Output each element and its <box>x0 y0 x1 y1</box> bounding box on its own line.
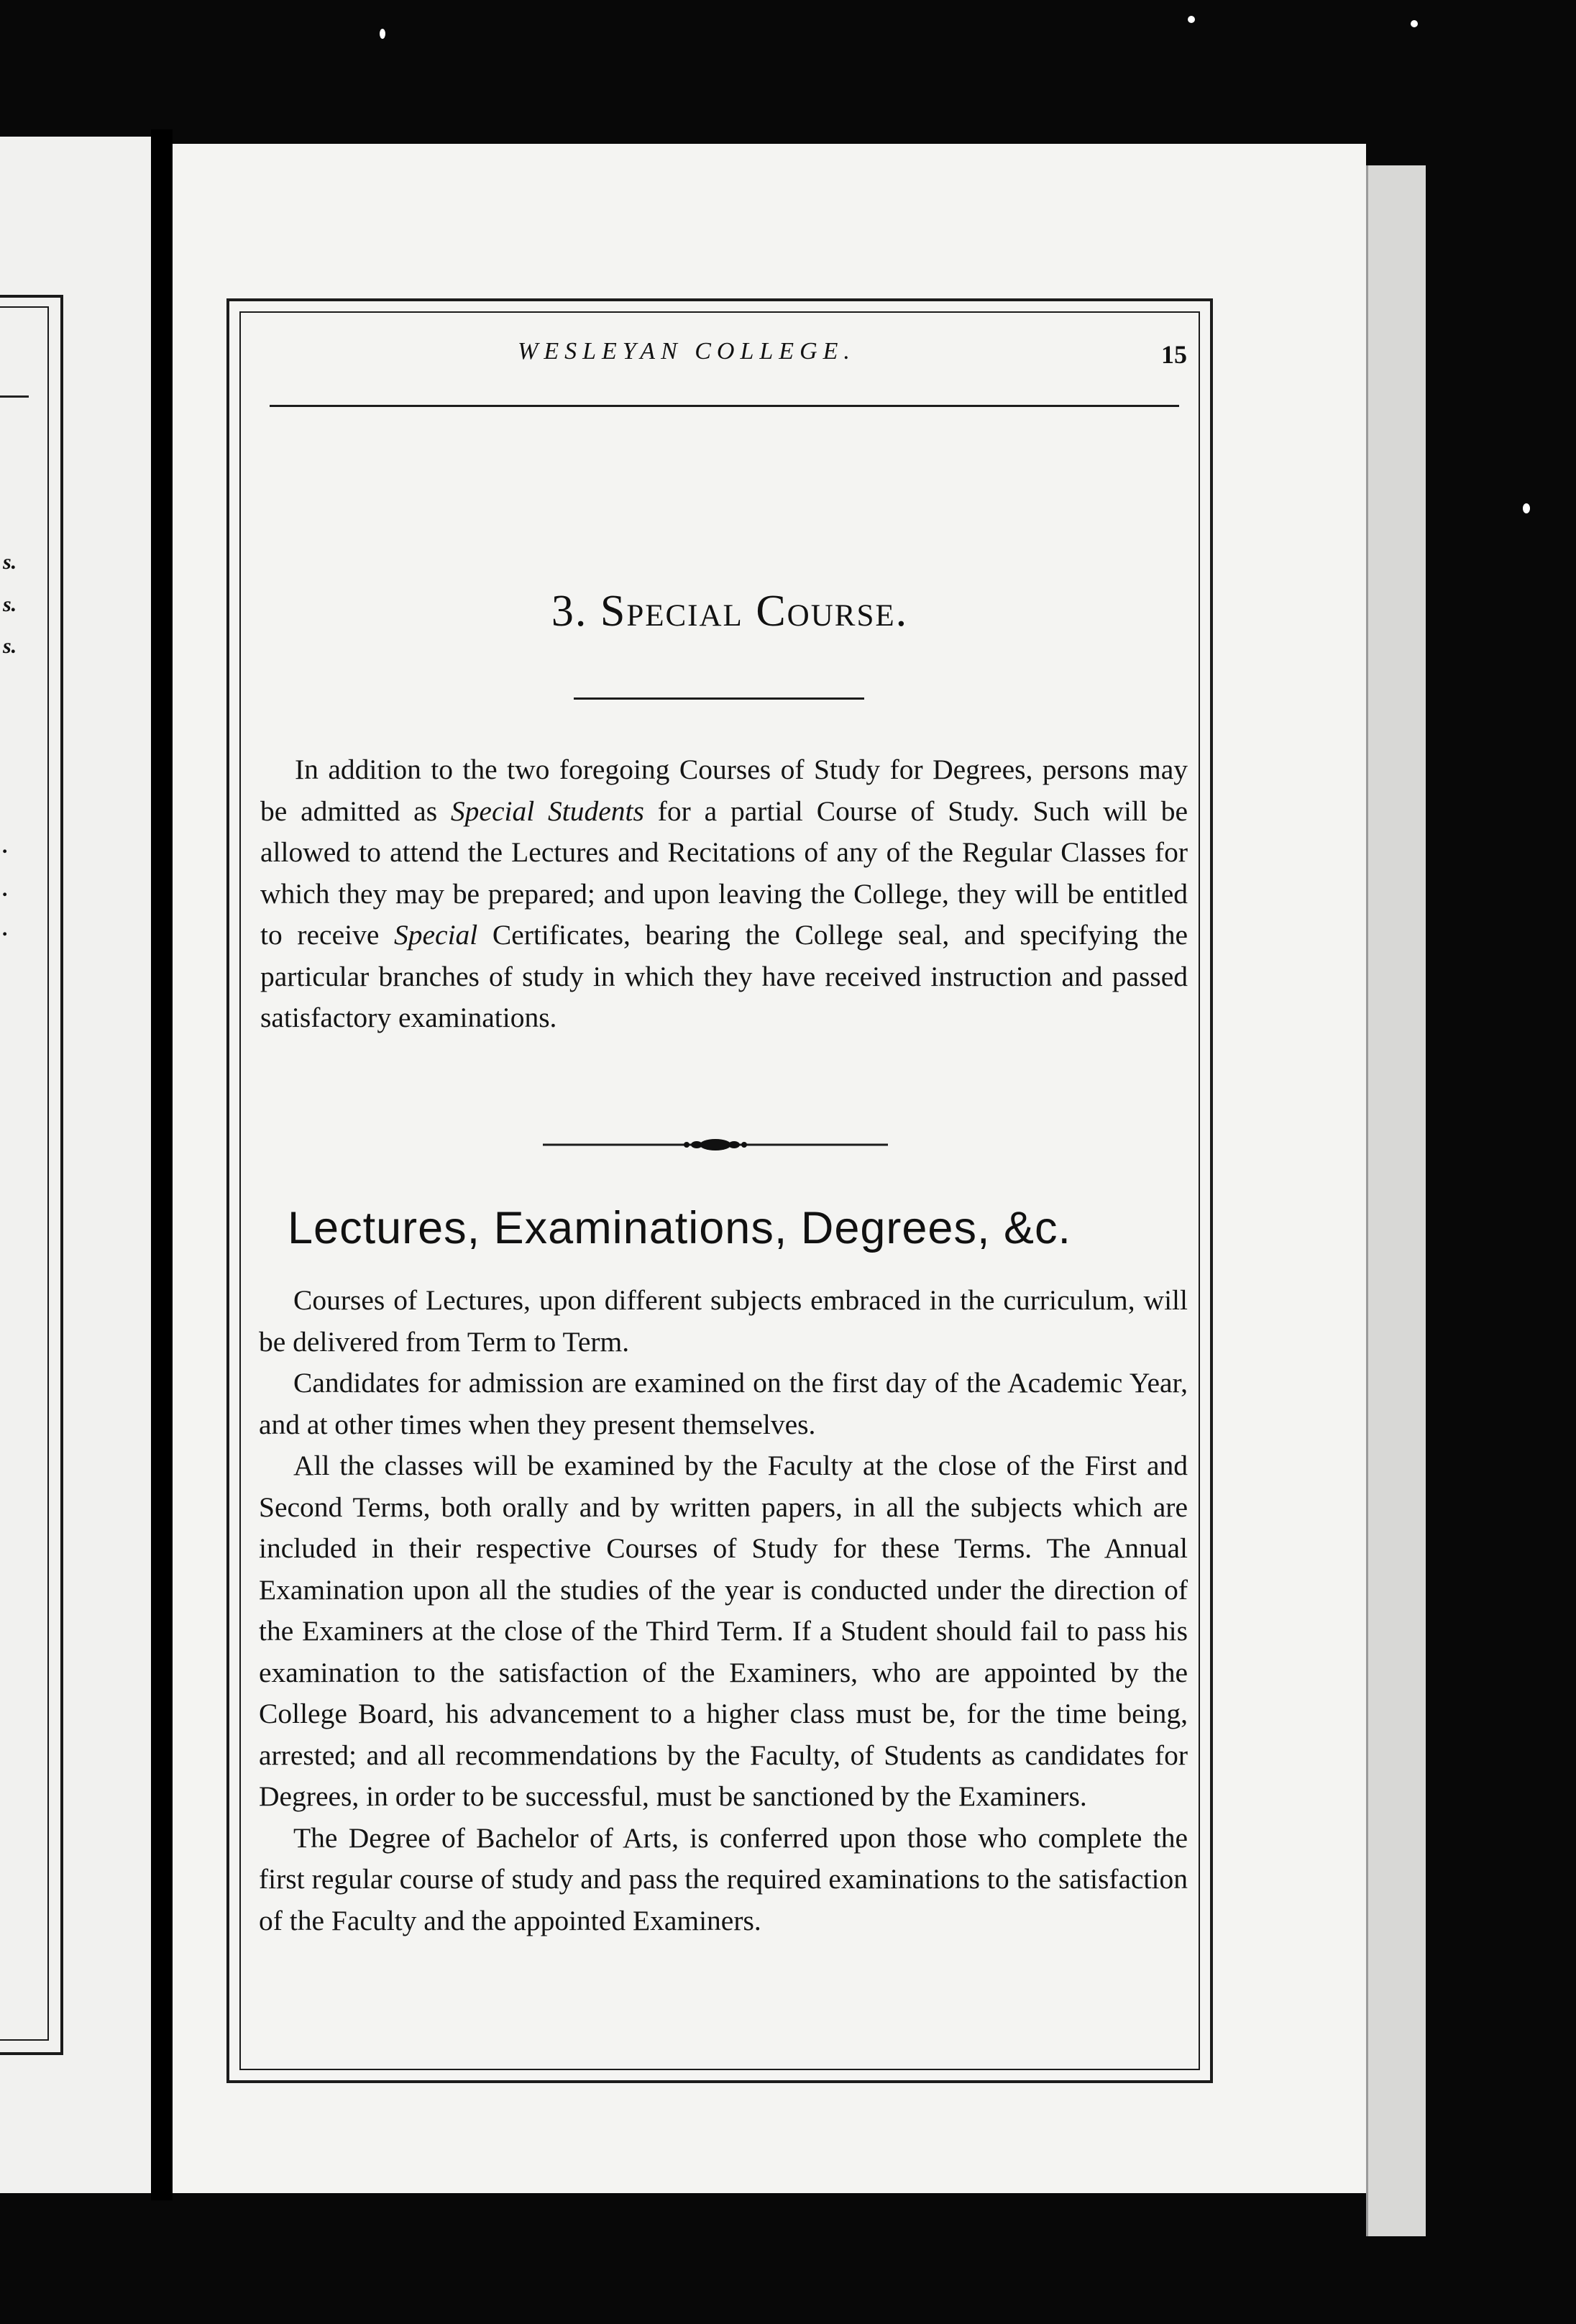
special-course-text-end: Certificates, bearing the College seal, and specifying the particular branches of study in which they have received instruction and passed satisfactory examinations. <box>260 919 1188 1033</box>
lectures-text-block <box>259 1280 1188 1941</box>
page-number: 15 <box>1161 340 1187 369</box>
degree-paragraph: The Degree of Bachelor of Arts, is conferred upon those who complete the first regular course of study and pass the required examinations to the satisfaction of the Faculty and the appointed Examiners. <box>259 1821 1188 1936</box>
left-margin-letter: . <box>3 834 9 858</box>
admission-paragraph: Candidates for admission are examined on the first day of the Academic Year, and at other times when they present themselves. <box>259 1367 1188 1440</box>
left-margin-letter: s. <box>3 550 17 574</box>
lectures-paragraph: Courses of Lectures, upon different subjects embraced in the curriculum, will be delivered from Term to Term. <box>259 1284 1188 1358</box>
special-course-paragraph <box>260 749 1188 1039</box>
section-heading: 3. Special Course. <box>551 587 909 636</box>
ornament-divider <box>543 1130 888 1159</box>
dust-speck <box>1188 16 1195 23</box>
left-margin-letter: s. <box>3 634 17 658</box>
book-gutter <box>151 129 173 2200</box>
left-facing-page <box>0 137 151 2193</box>
heading-divider <box>574 697 864 700</box>
left-margin-letter: . <box>3 917 9 941</box>
dust-speck <box>1523 503 1530 513</box>
dust-speck <box>1411 20 1418 27</box>
dust-speck <box>380 29 385 39</box>
examinations-paragraph: All the classes will be examined by the Faculty at the close of the First and Second Terms, both orally and by written papers, in all the subjects which are included in their respective Courses of Study for these Terms. The Annual Examination upon all the studies of the year is conducted under the direction of the Examiners at the close of the Third Term. If a Student should fail to pass his examination to the satisfaction of the Examiners, who are appointed by the College Board, his advancement to a higher class must be, for the time being, arrested; and all recommendations by the Faculty, of Students as candidates for Degrees, in order to be successful, must be sanctioned by the Examiners. <box>259 1450 1188 1812</box>
running-head: WESLEYAN COLLEGE. <box>518 338 856 365</box>
special-course-text-start: In addition to the two foregoing Courses of Study for Degrees, persons may be admitted as <box>260 754 1188 827</box>
special-students-term: Special Students <box>450 795 644 827</box>
left-margin-letter: . <box>3 877 9 901</box>
special-term: Special <box>394 919 478 951</box>
header-rule <box>270 405 1179 407</box>
page-edge <box>1366 165 1426 2236</box>
special-course-text-middle: for a partial Course of Study. Such will be allowed to attend the Lectures and Recitations of any of the Regular Classes for which they may be prepared; and upon leaving the College, they will be entitled to receive <box>260 795 1188 951</box>
lectures-heading: Lectures, Examinations, Degrees, &c. <box>288 1203 1071 1253</box>
left-page-rule <box>0 395 29 398</box>
left-margin-letter: s. <box>3 593 17 616</box>
